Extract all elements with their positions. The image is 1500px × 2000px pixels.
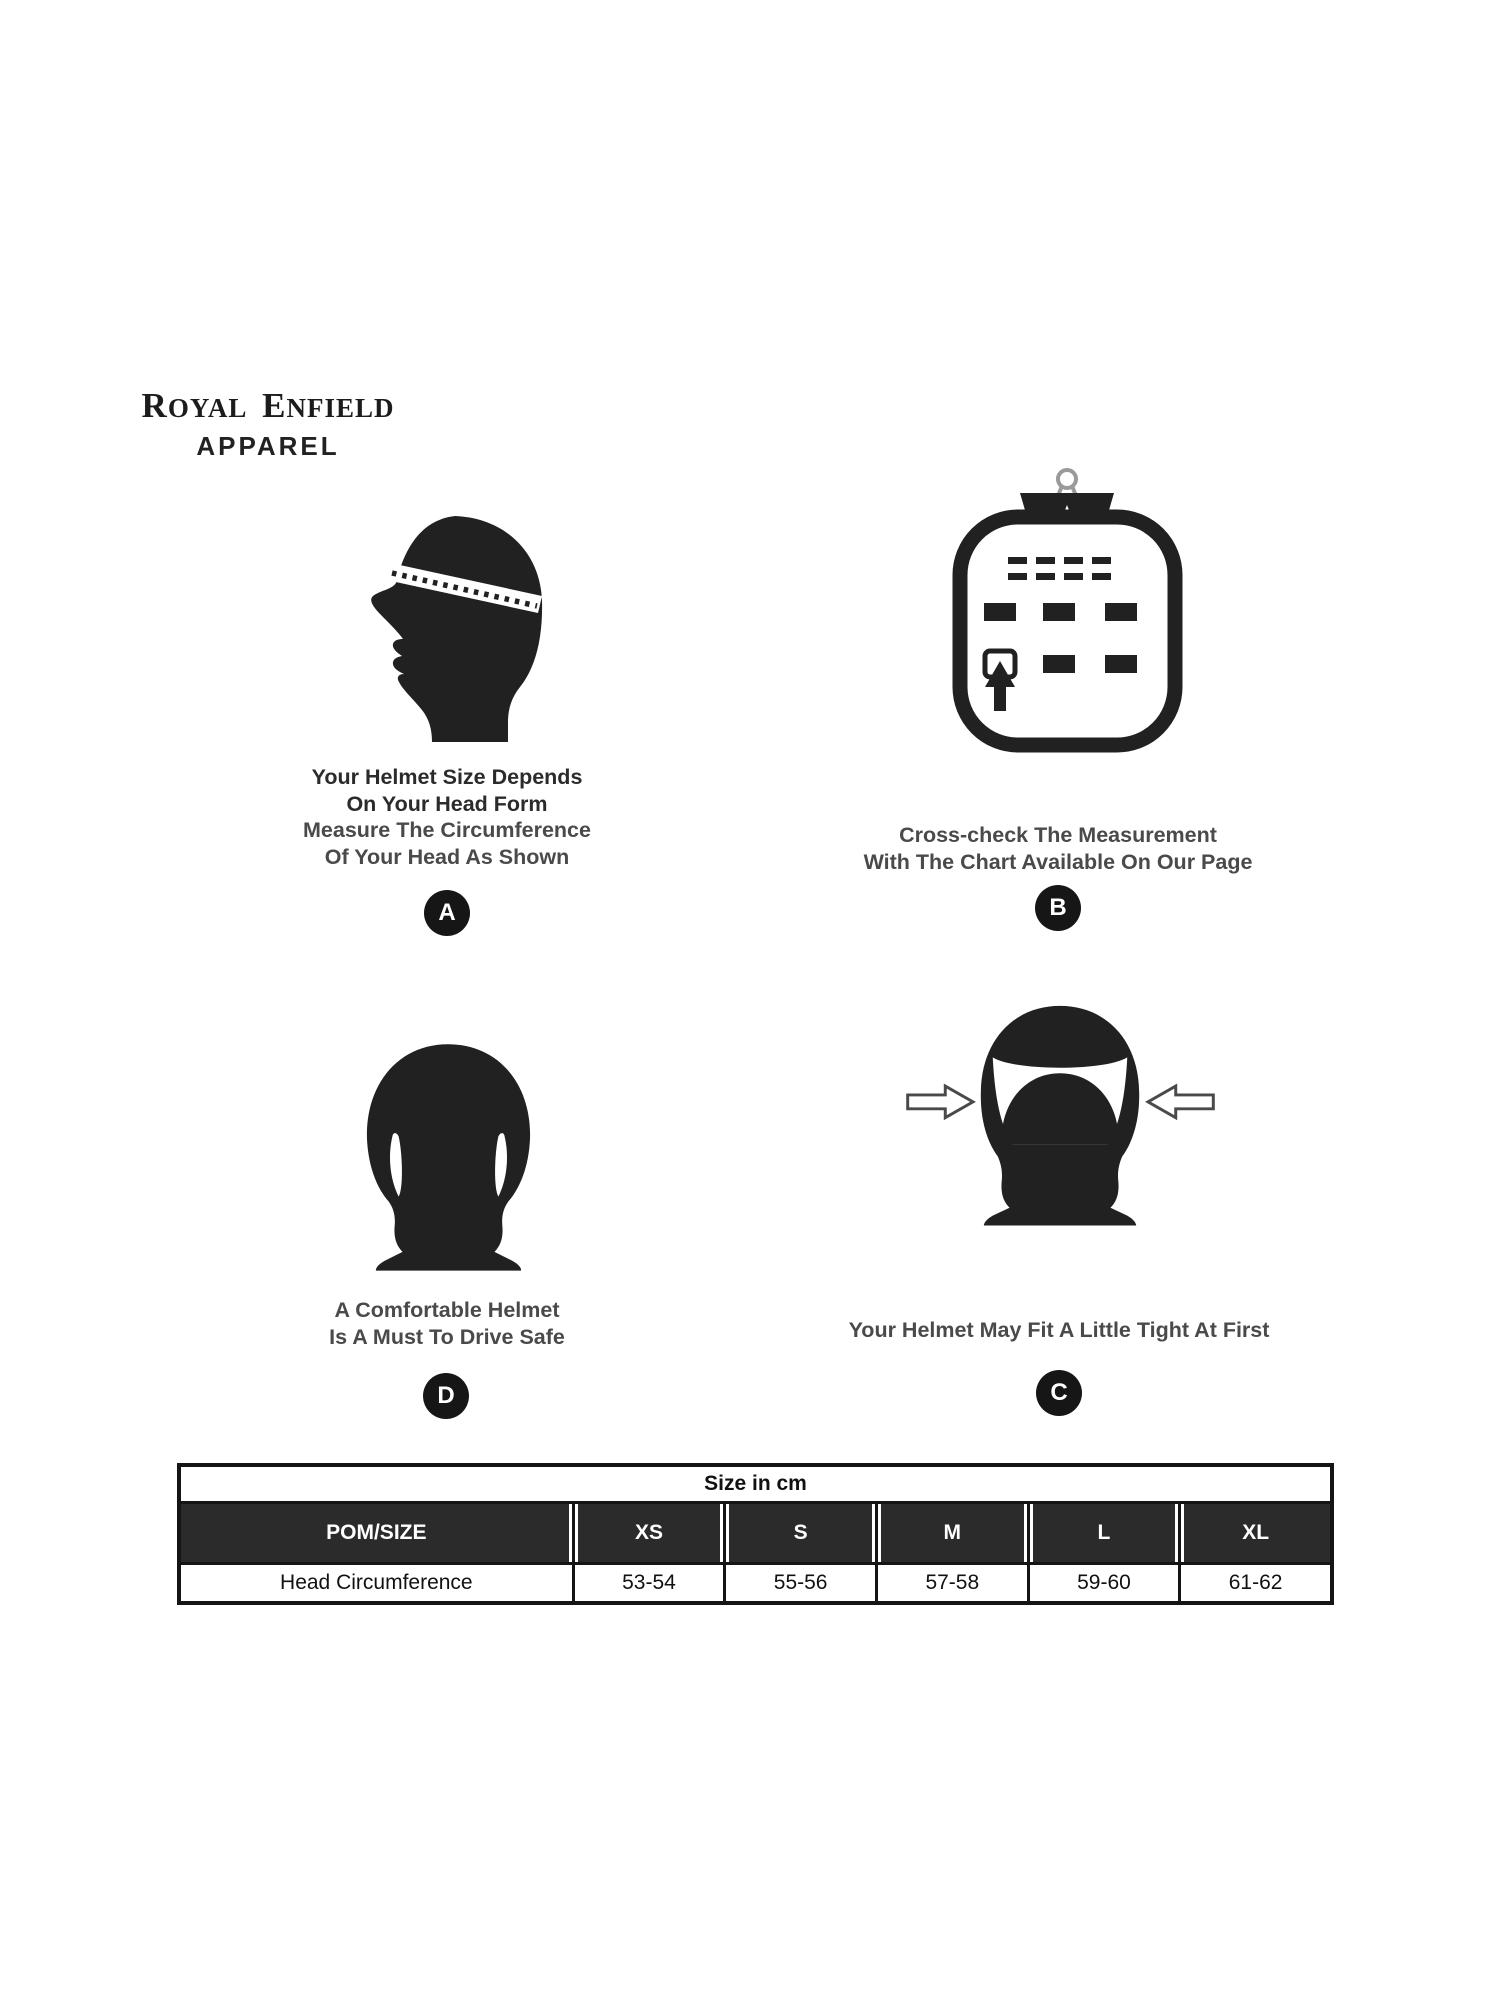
step-badge-d: D bbox=[423, 1373, 469, 1419]
helmet-front-icon bbox=[362, 1040, 535, 1273]
size-table-header-row bbox=[181, 1504, 1330, 1562]
value-s: 55-56 bbox=[723, 1565, 875, 1601]
value-xs: 53-54 bbox=[572, 1565, 724, 1601]
binder-clip-wire bbox=[1058, 470, 1076, 488]
value-m: 57-58 bbox=[875, 1565, 1027, 1601]
right-arrow-icon bbox=[1148, 1086, 1213, 1118]
step-badge-a: A bbox=[424, 890, 470, 936]
brand-subtitle: APPAREL bbox=[196, 431, 340, 461]
value-l: 59-60 bbox=[1027, 1565, 1179, 1601]
value-xl: 61-62 bbox=[1178, 1565, 1330, 1601]
size-table-title: Size in cm bbox=[181, 1467, 1330, 1504]
brand-name bbox=[138, 386, 398, 426]
header-cell-xl: XL bbox=[1178, 1504, 1330, 1562]
caption-line: Is A Must To Drive Safe bbox=[329, 1324, 565, 1349]
panel-c-caption bbox=[810, 1317, 1308, 1344]
header-cell-xs: XS bbox=[572, 1504, 724, 1562]
caption-line: Your Helmet Size Depends bbox=[311, 765, 583, 789]
panel-a-caption bbox=[250, 764, 644, 870]
caption-line: On Your Head Form bbox=[346, 791, 548, 816]
step-badge-c: C bbox=[1036, 1370, 1082, 1416]
brand-word-enfield: ENFIELD bbox=[262, 386, 395, 425]
head-profile-measuring-tape-icon bbox=[340, 512, 545, 742]
header-cell-l: L bbox=[1027, 1504, 1179, 1562]
caption-line: Of Your Head As Shown bbox=[324, 844, 570, 869]
header-cell-s: S bbox=[723, 1504, 875, 1562]
size-chart-table bbox=[177, 1463, 1334, 1605]
header-cell-m: M bbox=[875, 1504, 1027, 1562]
caption-line: Cross-check The Measurement bbox=[899, 823, 1217, 847]
panel-b-caption bbox=[838, 822, 1278, 875]
helmet-fit-side-arrows-icon bbox=[888, 1000, 1233, 1272]
left-arrow-icon bbox=[908, 1086, 973, 1118]
caption-line: A Comfortable Helmet bbox=[334, 1298, 560, 1322]
clipboard-board bbox=[960, 517, 1175, 745]
caption-line: Measure The Circumference bbox=[303, 818, 591, 842]
row-label-head-circumference: Head Circumference bbox=[280, 1571, 473, 1594]
step-badge-b: B bbox=[1035, 885, 1081, 931]
panel-d-caption bbox=[250, 1297, 644, 1350]
size-table-data-row bbox=[181, 1562, 1330, 1601]
caption-line: Your Helmet May Fit A Little Tight At First bbox=[848, 1318, 1270, 1342]
caption-line: With The Chart Available On Our Page bbox=[863, 849, 1253, 874]
size-chart-clipboard-icon bbox=[950, 465, 1185, 755]
header-cell-pom-size: POM/SIZE bbox=[181, 1504, 572, 1562]
brand-logo bbox=[138, 386, 398, 462]
brand-word-royal: ROYAL bbox=[141, 386, 248, 425]
